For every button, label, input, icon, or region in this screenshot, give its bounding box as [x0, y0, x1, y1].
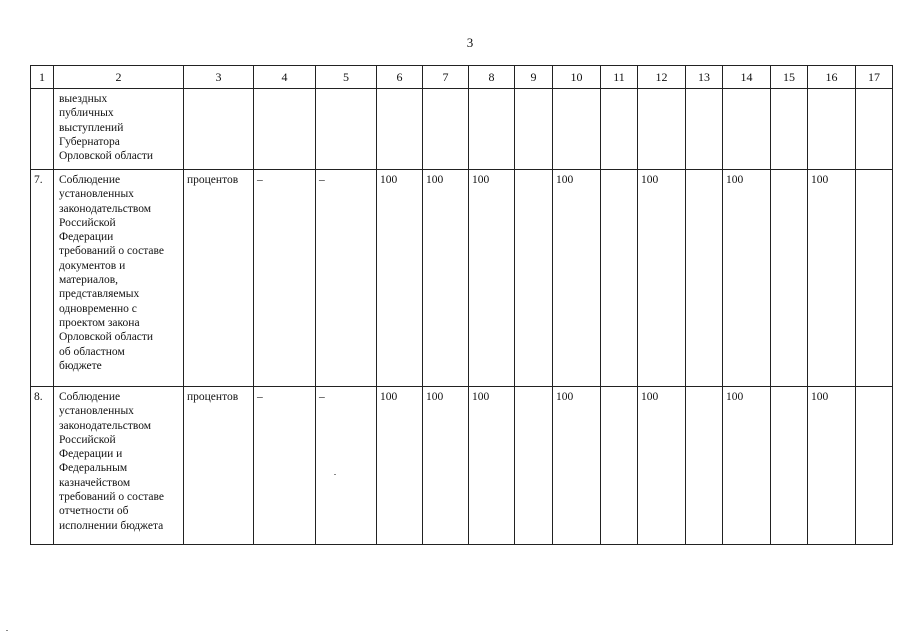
value-cell: 100 — [423, 170, 469, 387]
value-cell — [515, 170, 553, 387]
value-cell — [638, 89, 686, 170]
value-cell — [856, 387, 893, 545]
header-cell: 4 — [254, 66, 316, 89]
table-row — [31, 170, 893, 387]
unit-cell: процентов — [184, 170, 254, 387]
header-cell: 8 — [469, 66, 515, 89]
value-cell: 100 — [377, 387, 423, 545]
value-cell — [254, 89, 316, 170]
value-cell: 100 — [638, 387, 686, 545]
indicator-name-cell: выездных публичных выступлений Губернатора Орловской области — [54, 89, 184, 170]
header-cell: 11 — [601, 66, 638, 89]
header-cell: 15 — [771, 66, 808, 89]
header-cell: 16 — [808, 66, 856, 89]
value-cell — [469, 89, 515, 170]
value-cell — [686, 170, 723, 387]
page-number: 3 — [466, 35, 474, 50]
value-cell — [686, 387, 723, 545]
value-cell: 100 — [808, 170, 856, 387]
table-row — [31, 387, 893, 545]
value-cell — [856, 170, 893, 387]
value-cell: 100 — [553, 387, 601, 545]
value-cell: 100 — [423, 387, 469, 545]
row-number-cell: 8. — [31, 387, 54, 545]
value-cell: – — [254, 387, 316, 545]
scan-speck — [334, 474, 336, 475]
indicator-name-cell: Соблюдение установленных законодательством Российской Федерации требований о составе документов и материалов, представляемых одновременно с проектом закона Орловской области об областном бюджете — [54, 170, 184, 387]
value-cell — [515, 387, 553, 545]
value-cell — [723, 89, 771, 170]
header-cell: 1 — [31, 66, 54, 89]
value-cell — [601, 387, 638, 545]
value-cell — [771, 170, 808, 387]
value-cell — [377, 89, 423, 170]
value-cell: – — [254, 170, 316, 387]
value-cell — [515, 89, 553, 170]
value-cell — [686, 89, 723, 170]
table-header-row — [31, 66, 893, 89]
value-cell — [808, 89, 856, 170]
header-cell: 3 — [184, 66, 254, 89]
value-cell: – — [316, 170, 377, 387]
value-cell — [601, 170, 638, 387]
value-cell — [601, 89, 638, 170]
value-cell: 100 — [808, 387, 856, 545]
indicators-table — [30, 65, 893, 545]
row-number-cell — [31, 89, 54, 170]
value-cell: – — [316, 387, 377, 545]
value-cell — [316, 89, 377, 170]
value-cell: 100 — [469, 387, 515, 545]
value-cell — [423, 89, 469, 170]
header-cell: 7 — [423, 66, 469, 89]
value-cell: 100 — [377, 170, 423, 387]
value-cell: 100 — [469, 170, 515, 387]
header-cell: 6 — [377, 66, 423, 89]
value-cell — [856, 89, 893, 170]
header-cell: 9 — [515, 66, 553, 89]
unit-cell: процентов — [184, 387, 254, 545]
header-cell: 10 — [553, 66, 601, 89]
header-cell: 2 — [54, 66, 184, 89]
header-cell: 17 — [856, 66, 893, 89]
header-cell: 5 — [316, 66, 377, 89]
header-cell: 12 — [638, 66, 686, 89]
value-cell: 100 — [553, 170, 601, 387]
value-cell — [771, 89, 808, 170]
value-cell: 100 — [723, 170, 771, 387]
header-cell: 14 — [723, 66, 771, 89]
indicator-name-cell: Соблюдение установленных законодательством Российской Федерации и Федеральным казначейством требований о составе отчетности об исполнении бюджета — [54, 387, 184, 545]
header-cell: 13 — [686, 66, 723, 89]
unit-cell — [184, 89, 254, 170]
value-cell: 100 — [638, 170, 686, 387]
value-cell — [553, 89, 601, 170]
table-row — [31, 89, 893, 170]
row-number-cell: 7. — [31, 170, 54, 387]
scan-speck — [6, 630, 8, 631]
value-cell: 100 — [723, 387, 771, 545]
value-cell — [771, 387, 808, 545]
